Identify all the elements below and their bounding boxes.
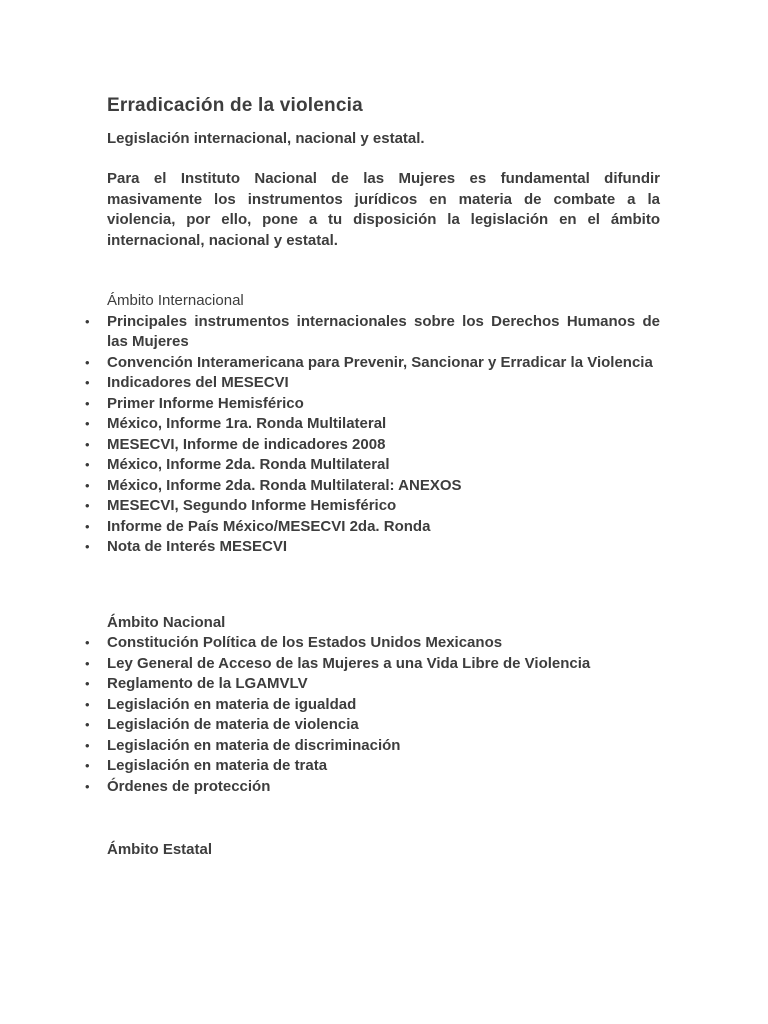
list-item-label: Órdenes de protección	[107, 777, 271, 795]
section-estatal	[107, 840, 660, 861]
document-page	[85, 92, 660, 861]
list-item-label: Primer Informe Hemisférico	[107, 394, 304, 412]
bullet-icon: •	[85, 655, 90, 671]
list-item[interactable]	[85, 414, 660, 435]
bullet-icon: •	[85, 436, 90, 452]
section-heading-estatal: Ámbito Estatal	[107, 841, 213, 858]
bullet-icon: •	[85, 635, 90, 650]
list-item[interactable]	[85, 496, 660, 517]
list-item[interactable]	[85, 777, 660, 798]
bullet-icon: •	[85, 457, 90, 472]
bullet-icon: •	[85, 518, 90, 534]
section-heading-nacional: Ámbito Nacional	[107, 613, 226, 631]
list-item-label: MESECVI, Segundo Informe Hemisférico	[107, 497, 397, 514]
list-nacional	[85, 633, 660, 797]
list-item-label: México, Informe 2da. Ronda Multilateral: ANEXOS	[107, 476, 462, 494]
list-item-label: Reglamento de la LGAMVLV	[107, 675, 308, 692]
list-item-label: Legislación en materia de igualdad	[107, 695, 357, 713]
section-internacional	[85, 291, 660, 558]
list-item-label: Indicadores del MESECVI	[107, 374, 289, 391]
list-item[interactable]	[85, 674, 660, 695]
list-item-label: MESECVI, Informe de indicadores 2008	[107, 435, 386, 453]
list-item[interactable]	[85, 633, 660, 654]
list-item[interactable]	[85, 353, 660, 374]
section-heading-internacional: Ámbito Internacional	[107, 292, 244, 309]
page-title: Erradicación de la violencia	[107, 95, 363, 116]
bullet-icon: •	[85, 778, 90, 794]
list-item[interactable]	[85, 373, 660, 394]
bullet-icon: •	[85, 477, 90, 493]
bullet-icon: •	[85, 758, 90, 773]
list-item[interactable]	[85, 756, 660, 777]
list-item-label: México, Informe 2da. Ronda Multilateral	[107, 456, 390, 473]
list-item[interactable]	[85, 476, 660, 497]
bullet-icon: •	[85, 498, 90, 513]
section-nacional	[85, 613, 660, 798]
list-item-label: Legislación en materia de discriminación	[107, 736, 401, 754]
list-item[interactable]	[85, 455, 660, 476]
bullet-icon: •	[85, 717, 90, 732]
bullet-icon: •	[85, 539, 90, 554]
list-item-label: México, Informe 1ra. Ronda Multilateral	[107, 415, 387, 432]
list-item-label: Informe de País México/MESECVI 2da. Ronda	[107, 517, 431, 535]
bullet-icon: •	[85, 676, 90, 691]
bullet-icon: •	[85, 395, 90, 411]
list-item[interactable]	[85, 517, 660, 538]
list-item-label: Legislación en materia de trata	[107, 757, 328, 774]
list-item[interactable]	[85, 537, 660, 558]
list-item-label: Nota de Interés MESECVI	[107, 538, 288, 555]
list-item[interactable]	[85, 695, 660, 716]
bullet-icon: •	[85, 696, 90, 712]
list-item-label: Constitución Política de los Estados Unidos Mexicanos	[107, 634, 503, 651]
list-item[interactable]	[85, 736, 660, 757]
list-item[interactable]	[85, 435, 660, 456]
list-item[interactable]	[85, 715, 660, 736]
list-internacional	[85, 312, 660, 558]
list-item[interactable]	[85, 312, 660, 353]
bullet-icon: •	[85, 354, 90, 370]
list-item-label: Convención Interamericana para Prevenir, Sancionar y Erradicar la Violencia	[107, 353, 653, 371]
bullet-icon: •	[85, 416, 90, 431]
list-item-label: Legislación de materia de violencia	[107, 716, 359, 733]
page-subtitle: Legislación internacional, nacional y estatal.	[107, 130, 425, 147]
bullet-icon: •	[85, 737, 90, 753]
list-item-label: Ley General de Acceso de las Mujeres a una Vida Libre de Violencia	[107, 654, 591, 672]
list-item-label: Principales instrumentos internacionales sobre los Derechos Humanos de las Mujeres	[107, 312, 660, 350]
list-item[interactable]	[85, 394, 660, 415]
intro-paragraph: Para el Instituto Nacional de las Mujeres es fundamental difundir masivamente los instrumentos jurídicos en materia de combate a la violencia, por ello, pone a tu disposición la legislación en el ámbito internacional, nacional y estatal.	[107, 170, 660, 249]
list-item[interactable]	[85, 654, 660, 675]
bullet-icon: •	[85, 375, 90, 390]
bullet-icon: •	[85, 313, 90, 329]
